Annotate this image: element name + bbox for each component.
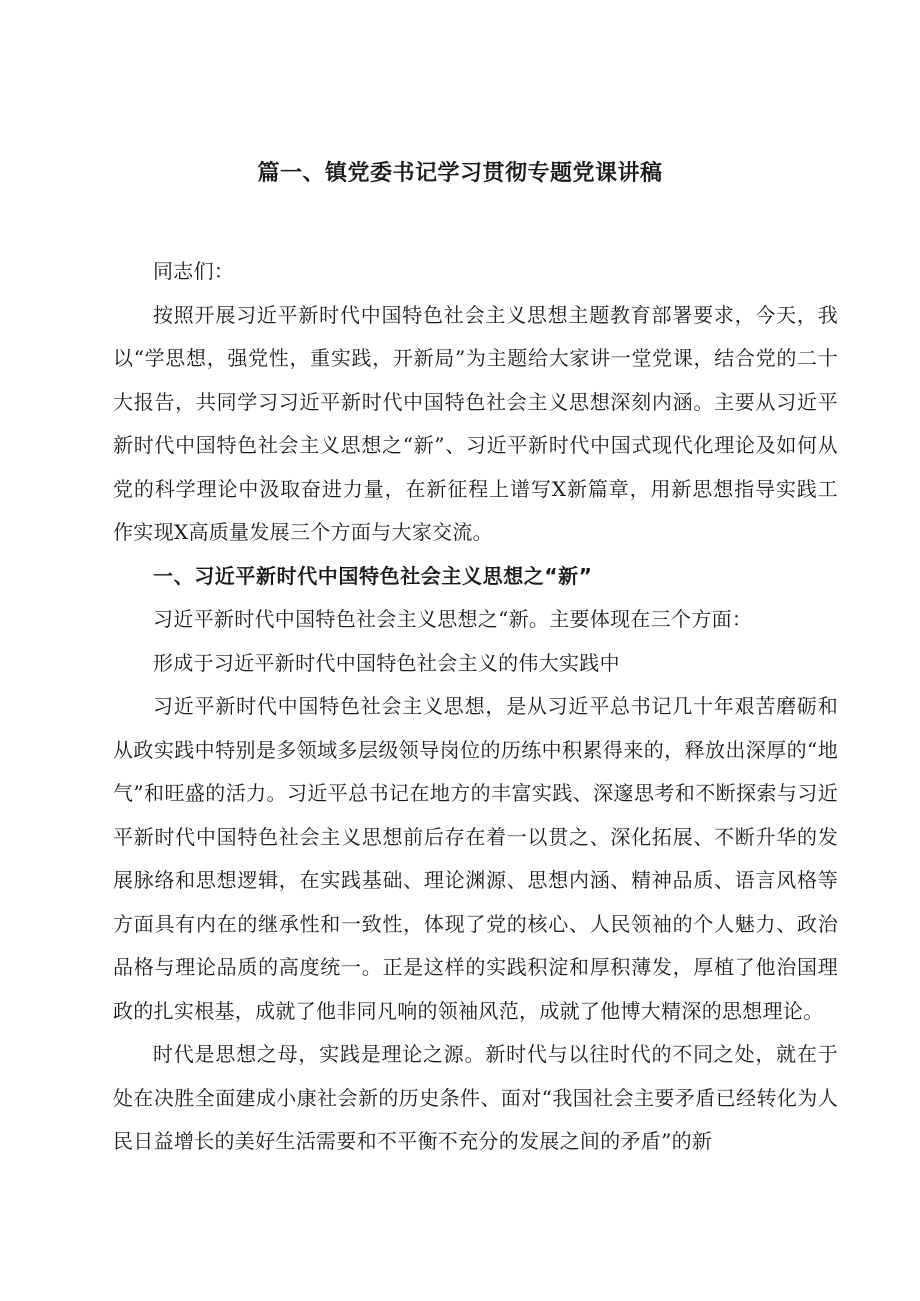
body-paragraph: 习近平新时代中国特色社会主义思想，是从习近平总书记几十年艰苦磨砺和从政实践中特别是多领域多层级领导岗位的历练中积累得来的，释放出深厚的“地气”和旺盛的活力。习近平总书记在地方的丰富实践、深邃思考和不断探索与习近平新时代中国特色社会主义思想前后存在着一以贯之、深化拓展、不断升华的发展脉络和思想逻辑，在实践基础、理论渊源、思想内涵、精神品质、语言风格等方面具有内在的继承性和一致性，体现了党的核心、人民领袖的个人魅力、政治品格与理论品质的高度统一。正是这样的实践积淀和厚积薄发，厚植了他治国理政的扎实根基，成就了他非同凡响的领袖风范，成就了他博大精深的思想理论。 [113,694,838,1023]
subsection-heading: 形成于习近平新时代中国特色社会主义的伟大实践中 [153,650,620,675]
section-heading-1: 一、习近平新时代中国特色社会主义思想之“新” [153,563,593,588]
salutation: 同志们： [153,259,235,283]
document-body [113,250,838,1164]
intro-paragraph: 按照开展习近平新时代中国特色社会主义思想主题教育部署要求，今天，我以“学思想，强党性，重实践，开新局”为主题给大家讲一堂党课，结合党的二十大报告，共同学习习近平新时代中国特色社会主义思想深刻内涵。主要从习近平新时代中国特色社会主义思想之“新”、习近平新时代中国式现代化理论及如何从党的科学理论中汲取奋进力量，在新征程上谱写X新篇章，用新思想指导实践工作实现X高质量发展三个方面与大家交流。 [113,302,838,544]
section-summary: 习近平新时代中国特色社会主义思想之“新。主要体现在三个方面： [153,607,753,631]
document-title: 篇一、镇党委书记学习贯彻专题党课讲稿 [257,161,663,186]
body-paragraph: 时代是思想之母，实践是理论之源。新时代与以往时代的不同之处，就在于处在决胜全面建成小康社会新的历史条件、面对“我国社会主要矛盾已经转化为人民日益增长的美好生活需要和不平衡不充分的发展之间的矛盾”的新 [113,1042,838,1153]
